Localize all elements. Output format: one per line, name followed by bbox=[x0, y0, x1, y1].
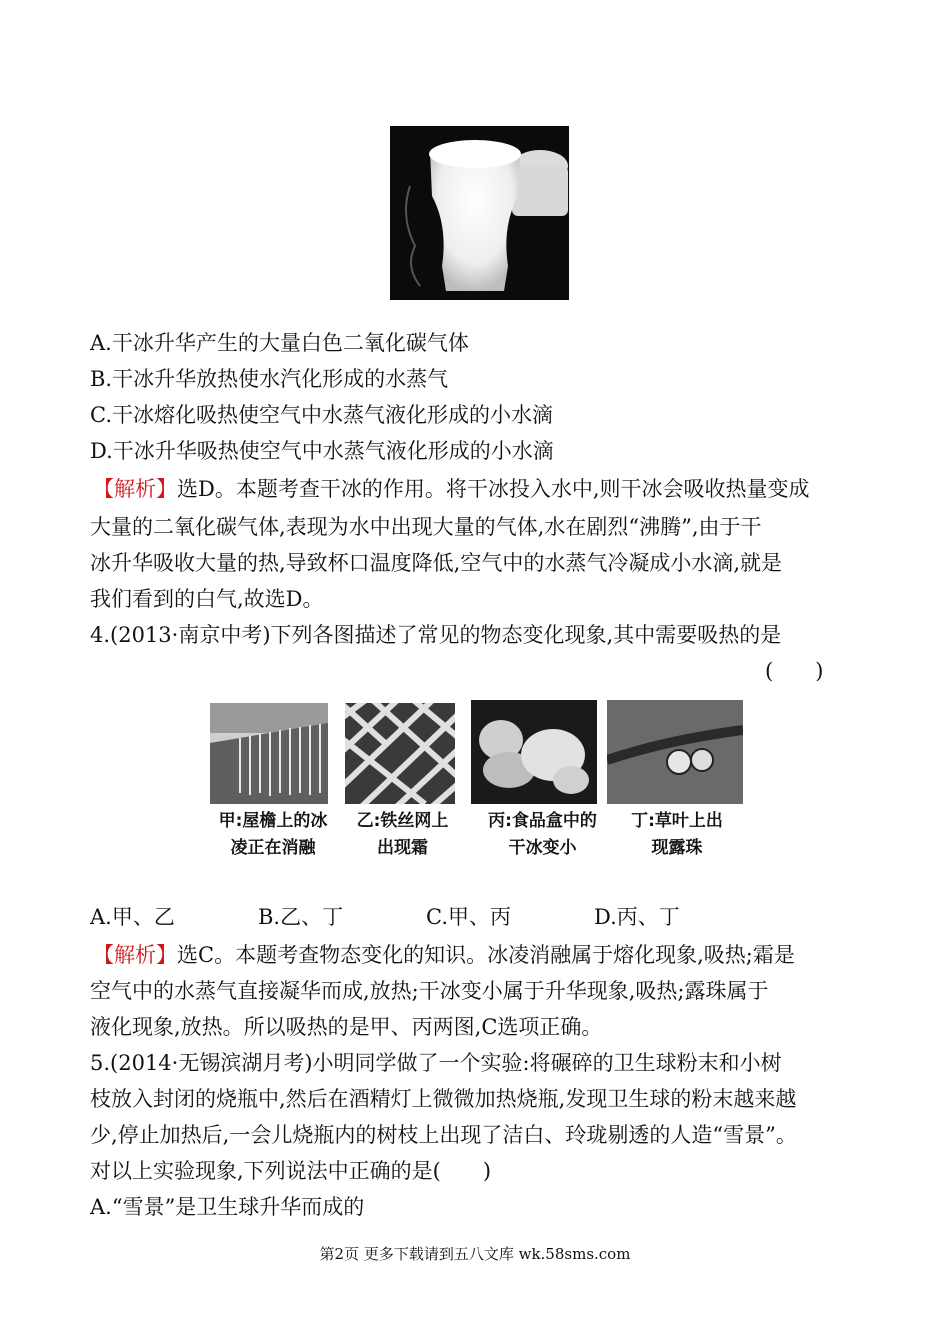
photo-dew-on-grass bbox=[607, 700, 743, 804]
caption-jia: 甲:屋檐上的冰 凌正在消融 bbox=[218, 811, 328, 858]
q4-analysis-line-2: 空气中的水蒸气直接凝华而成,放热;干冰变小属于升华现象,吸热;露珠属于 bbox=[90, 979, 769, 1003]
analysis-tag: 【解析】 bbox=[93, 477, 177, 501]
q4-option-c: C.甲、丙 bbox=[426, 905, 511, 929]
q4-answer-blank: ( ) bbox=[765, 659, 824, 683]
q4-stem: 4.(2013·南京中考)下列各图描述了常见的物态变化现象,其中需要吸热的是 bbox=[90, 623, 782, 647]
photo-icicles bbox=[210, 703, 328, 804]
q4-analysis-line-1: 【解析】选C。本题考查物态变化的知识。冰凌消融属于熔化现象,吸热;霜是 bbox=[93, 943, 795, 967]
page-footer: 第2页 更多下载请到五八文库 wk.58sms.com bbox=[319, 1245, 631, 1263]
q3-analysis-line-3: 冰升华吸收大量的热,导致杯口温度降低,空气中的水蒸气冷凝成小水滴,就是 bbox=[90, 551, 783, 575]
q3-option-b: B.干冰升华放热使水汽化形成的水蒸气 bbox=[90, 367, 449, 391]
q3-option-d: D.干冰升华吸热使空气中水蒸气液化形成的小水滴 bbox=[90, 439, 554, 463]
q3-analysis-line-4: 我们看到的白气,故选D。 bbox=[90, 587, 324, 611]
q5-line-1: 5.(2014·无锡滨湖月考)小明同学做了一个实验:将碾碎的卫生球粉末和小树 bbox=[90, 1051, 782, 1075]
photo-dry-ice bbox=[471, 700, 597, 804]
q4-analysis-line-3: 液化现象,放热。所以吸热的是甲、丙两图,C选项正确。 bbox=[90, 1015, 603, 1039]
q5-option-a: A.“雪景”是卫生球升华而成的 bbox=[90, 1195, 365, 1219]
dry-ice-glass-illustration bbox=[390, 126, 569, 300]
q3-option-c: C.干冰熔化吸热使空气中水蒸气液化形成的小水滴 bbox=[90, 403, 553, 427]
q3-analysis-line-2: 大量的二氧化碳气体,表现为水中出现大量的气体,水在剧烈“沸腾”,由于干 bbox=[90, 515, 762, 539]
q5-line-3: 少,停止加热后,一会儿烧瓶内的树枝上出现了洁白、玲珑剔透的人造“雪景”。 bbox=[90, 1123, 797, 1147]
q5-line-4: 对以上实验现象,下列说法中正确的是( ) bbox=[90, 1159, 492, 1183]
dry-ice-glass-photo bbox=[390, 126, 569, 300]
q3-option-a: A.干冰升华产生的大量白色二氧化碳气体 bbox=[90, 331, 469, 355]
analysis-tag: 【解析】 bbox=[93, 943, 177, 967]
q4-option-d: D.丙、丁 bbox=[594, 905, 680, 929]
q3-analysis-line-1: 【解析】选D。本题考查干冰的作用。将干冰投入水中,则干冰会吸收热量变成 bbox=[93, 477, 810, 501]
caption-ding: 丁:草叶上出 现露珠 bbox=[631, 811, 723, 858]
photo-frost-wire-mesh bbox=[345, 703, 455, 804]
caption-yi: 乙:铁丝网上 出现霜 bbox=[356, 811, 449, 858]
q5-line-2: 枝放入封闭的烧瓶中,然后在酒精灯上微微加热烧瓶,发现卫生球的粉末越来越 bbox=[90, 1087, 797, 1111]
q4-option-a: A.甲、乙 bbox=[90, 905, 175, 929]
q4-option-b: B.乙、丁 bbox=[258, 905, 344, 929]
caption-bing: 丙:食品盒中的 干冰变小 bbox=[488, 811, 597, 858]
